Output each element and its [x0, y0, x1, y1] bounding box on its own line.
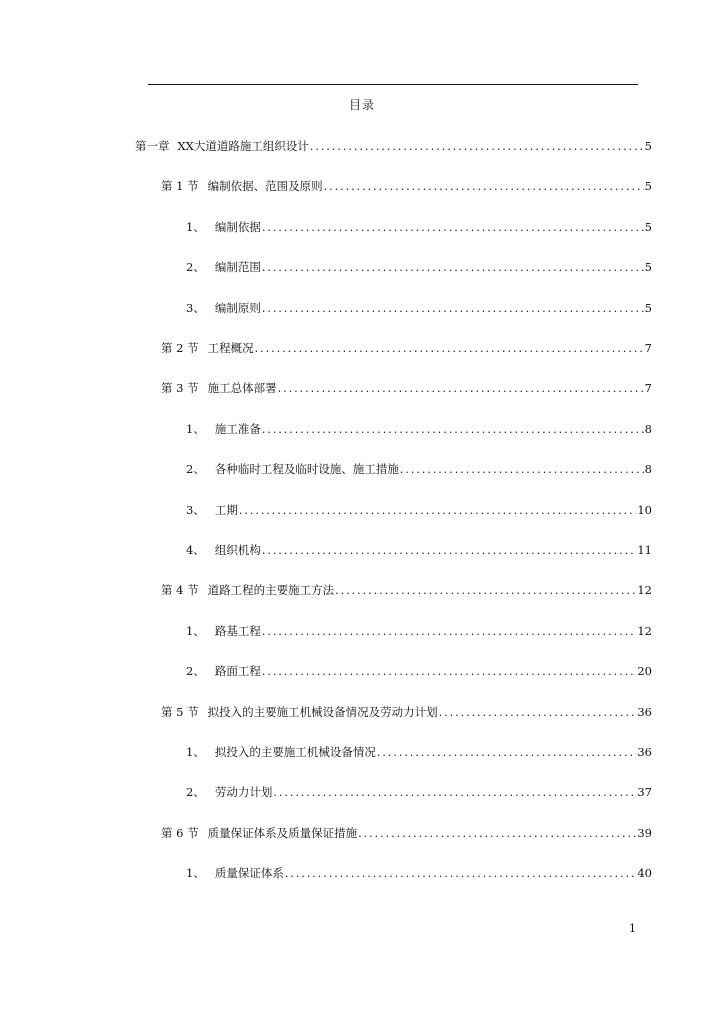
toc-entry: [161, 340, 652, 356]
toc-entry-number: 第 4 节: [161, 583, 199, 597]
toc-entry-text: 路基工程: [214, 624, 261, 638]
toc-leader-dots: [262, 220, 644, 236]
toc-entry-number: 3、: [186, 301, 205, 315]
toc-leader-dots: [262, 664, 637, 680]
toc-entry-page: 8: [644, 462, 652, 476]
toc-entry: [161, 825, 652, 841]
toc-entry-number: 4、: [186, 543, 205, 557]
toc-entry-text: 拟投入的主要施工机械设备情况: [214, 745, 376, 759]
toc-leader-dots: [400, 462, 644, 478]
toc-entry: [135, 138, 652, 154]
toc-leader-dots: [324, 179, 644, 195]
toc-entry-text: 编制范围: [214, 260, 261, 274]
toc-entry-page: 36: [637, 705, 652, 719]
toc-entry: [186, 461, 652, 477]
toc-entry-number: 第 5 节: [161, 705, 199, 719]
toc-entry: [186, 502, 652, 518]
toc-entry-number: 第一章: [135, 139, 170, 153]
toc-entry-text: 施工准备: [214, 422, 261, 436]
header-rule: [148, 84, 638, 85]
toc-entry: [186, 421, 652, 437]
toc-entry-text: 组织机构: [214, 543, 261, 557]
toc-entry: [186, 542, 652, 558]
toc-entry-page: 11: [637, 543, 652, 557]
toc-entry-page: 12: [637, 583, 652, 597]
toc-entry-text: 拟投入的主要施工机械设备情况及劳动力计划: [207, 705, 438, 719]
toc-leader-dots: [239, 503, 637, 519]
toc-entry-number: 2、: [186, 785, 205, 799]
toc-entry-page: 5: [644, 139, 652, 153]
toc-entry-text: 编制原则: [214, 301, 261, 315]
toc-entry-text: 工期: [214, 503, 238, 517]
toc-entry-page: 5: [644, 220, 652, 234]
toc-leader-dots: [255, 341, 644, 357]
toc-entry-number: 1、: [186, 624, 205, 638]
toc-entry: [186, 865, 652, 881]
toc-entry-number: 第 6 节: [161, 826, 199, 840]
toc-entry-text: 路面工程: [214, 664, 261, 678]
toc-entry-page: 5: [644, 260, 652, 274]
toc-entry-text: 各种临时工程及临时设施、施工措施: [214, 462, 399, 476]
toc-leader-dots: [262, 624, 637, 640]
toc-leader-dots: [278, 381, 644, 397]
toc-entry: [186, 784, 652, 800]
toc-entry-number: 1、: [186, 422, 205, 436]
toc-entry-page: 40: [637, 866, 652, 880]
toc-entry: [161, 380, 652, 396]
toc-title: 目录: [348, 98, 375, 112]
toc-leader-dots: [358, 826, 636, 842]
toc-entry: [186, 744, 652, 760]
toc-entry: [186, 623, 652, 639]
toc-entry-page: 5: [644, 301, 652, 315]
toc-entry: [186, 219, 652, 235]
toc-entry-number: 第 3 节: [161, 381, 199, 395]
toc-entry-text: 道路工程的主要施工方法: [207, 583, 335, 597]
toc-entry-number: 1、: [186, 220, 205, 234]
toc-leader-dots: [285, 866, 637, 882]
toc-entry-page: 36: [637, 745, 652, 759]
toc-entry-page: 39: [637, 826, 652, 840]
toc-leader-dots: [273, 785, 636, 801]
toc-entry-text: 施工总体部署: [207, 381, 277, 395]
toc-leader-dots: [262, 543, 637, 559]
toc-entry: [186, 259, 652, 275]
toc-leader-dots: [439, 705, 637, 721]
toc-leader-dots: [262, 422, 644, 438]
toc-leader-dots: [310, 139, 644, 155]
toc-entry-page: 20: [637, 664, 652, 678]
toc-entry-number: 2、: [186, 260, 205, 274]
toc-leader-dots: [377, 745, 637, 761]
toc-entry: [161, 582, 652, 598]
toc-entry-page: 7: [644, 381, 652, 395]
toc-entry-page: 12: [637, 624, 652, 638]
toc-entry: [186, 300, 652, 316]
toc-entry-number: 2、: [186, 462, 205, 476]
toc-leader-dots: [262, 260, 644, 276]
toc-entry-number: 1、: [186, 745, 205, 759]
toc-entry-text: 劳动力计划: [214, 785, 273, 799]
toc-leader-dots: [335, 583, 636, 599]
toc-entry-text: 工程概况: [207, 341, 254, 355]
toc-entry-number: 1、: [186, 866, 205, 880]
toc-entry-text: 质量保证体系及质量保证措施: [207, 826, 358, 840]
toc-entry-page: 10: [637, 503, 652, 517]
toc-entry-page: 5: [644, 179, 652, 193]
toc-entry-text: 质量保证体系: [214, 866, 284, 880]
toc-entry-number: 3、: [186, 503, 205, 517]
toc-entry: [161, 704, 652, 720]
toc-entry-text: 编制依据、范围及原则: [207, 179, 323, 193]
page-number: 1: [629, 922, 636, 935]
toc-entry-text: 编制依据: [214, 220, 261, 234]
toc-leader-dots: [262, 301, 644, 317]
toc-entry-number: 第 1 节: [161, 179, 199, 193]
toc-entry-page: 8: [644, 422, 652, 436]
toc-entry: [161, 178, 652, 194]
toc-entry-page: 37: [637, 785, 652, 799]
toc-entry-page: 7: [644, 341, 652, 355]
toc-entry-number: 2、: [186, 664, 205, 678]
toc-entry-number: 第 2 节: [161, 341, 199, 355]
toc-entry-text: XX大道道路施工组织设计: [177, 139, 309, 153]
toc-entry: [186, 663, 652, 679]
